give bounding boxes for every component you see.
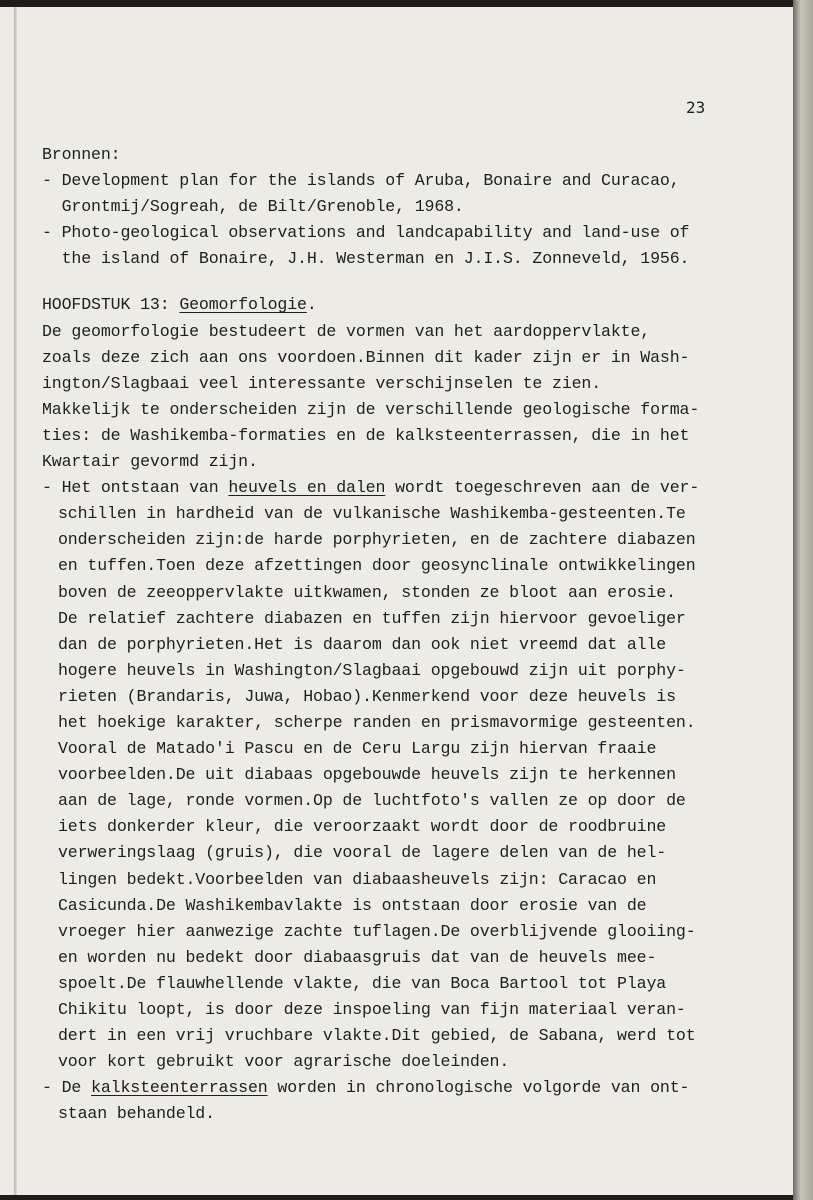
bullet-line: Vooral de Matado'i Pascu en de Ceru Largu zijn hiervan fraaie [58,739,657,759]
bullet-prefix: - De [42,1078,92,1098]
bullet-line: dan de porphyrieten.Het is daarom dan ook niet vreemd dat alle [58,634,667,654]
bullet-line: hogere heuvels in Washington/Slagbaai opgebouwd zijn uit porphy- [58,660,686,680]
intro-line: ties: de Washikemba-formaties en de kalksteenterrassen, die in het [42,425,690,445]
chapter-label: HOOFDSTUK 13: [42,295,180,315]
bullet-line: Casicunda.De Washikembavlakte is ontstaan door erosie van de [58,895,647,915]
source-line: - Photo-geological observations and landcapability and land-use of [42,223,690,243]
bullet-line: iets donkerder kleur, die veroorzaakt wordt door de roodbruine [58,817,667,837]
bullet-line: onderscheiden zijn:de harde porphyrieten, en de zachtere diabazen [58,530,696,550]
bullet-line: en tuffen.Toen deze afzettingen door geosynclinale ontwikkelingen [58,556,696,576]
chapter-heading [42,292,762,318]
intro-line: Kwartair gevormd zijn. [42,452,258,472]
bullet-line: aan de lage, ronde vormen.Op de luchtfoto's vallen ze op door de [58,791,686,811]
chapter-title: Geomorfologie [179,295,307,315]
bullet-line: spoelt.De flauwhellende vlakte, die van Boca Bartool tot Playa [58,973,667,993]
intro-line: Makkelijk te onderscheiden zijn de verschillende geologische forma- [42,399,700,419]
bullet-prefix: - Het ontstaan van [42,478,229,498]
bullet-line: rieten (Brandaris, Juwa, Hobao).Kenmerkend voor deze heuvels is [58,686,676,706]
chapter-period: . [306,295,317,315]
bullet-line: verweringslaag (gruis), die vooral de lagere delen van de hel- [58,843,667,863]
bullet-line: staan behandeld. [58,1104,215,1124]
bullet-heuvels-first-line [42,475,762,501]
bullet-line: lingen bedekt.Voorbeelden van diabaasheuvels zijn: Caracao en [58,869,657,889]
bullet-line: boven de zeeoppervlakte uitkwamen, stonden ze bloot aan erosie. [58,582,676,602]
bullet-kalksteen-first-line [42,1075,762,1101]
intro-line: ington/Slagbaai veel interessante verschijnselen te zien. [42,373,602,393]
bullet-line: het hoekige karakter, scherpe randen en prismavormige gesteenten. [58,712,696,732]
bullet-line: schillen in hardheid van de vulkanische Washikemba-gesteenten.Te [58,504,686,524]
source-line: Grontmij/Sogreah, de Bilt/Grenoble, 1968. [42,197,464,217]
bullet-line: voor kort gebruikt voor agrarische doeleinden. [58,1052,510,1072]
source-line: the island of Bonaire, J.H. Westerman en J.I.S. Zonneveld, 1956. [42,249,690,269]
bullet-line: dert in een vrij vruchbare vlakte.Dit gebied, de Sabana, werd tot [58,1026,696,1046]
binding-fold [14,7,17,1195]
sources-heading: Bronnen: [42,145,121,164]
bullet-suffix: worden in chronologische volgorde van ont- [267,1078,690,1098]
bullet-line: vroeger hier aanwezige zachte tuflagen.De overblijvende glooiing- [58,921,696,941]
intro-line: zoals deze zich aan ons voordoen.Binnen dit kader zijn er in Wash- [42,347,690,367]
term-heuvels-en-dalen: heuvels en dalen [228,478,386,498]
page-text [42,142,762,1127]
source-line: - Development plan for the islands of Aruba, Bonaire and Curacao, [42,171,680,191]
bullet-line: voorbeelden.De uit diabaas opgebouwde heuvels zijn te herkennen [58,765,676,785]
bullet-line: Chikitu loopt, is door deze inspoeling van fijn materiaal veran- [58,1000,686,1019]
bullet-line: De relatief zachtere diabazen en tuffen zijn hiervoor gevoeliger [58,608,686,628]
bullet-suffix: wordt toegeschreven aan de ver- [385,478,700,498]
book-edge [793,0,813,1200]
term-kalksteenterrassen: kalksteenterrassen [91,1078,268,1098]
bullet-line: en worden nu bedekt door diabaasgruis dat van de heuvels mee- [58,947,657,967]
intro-line: De geomorfologie bestudeert de vormen van het aardoppervlakte, [42,321,651,341]
page-number: 23 [686,98,706,117]
